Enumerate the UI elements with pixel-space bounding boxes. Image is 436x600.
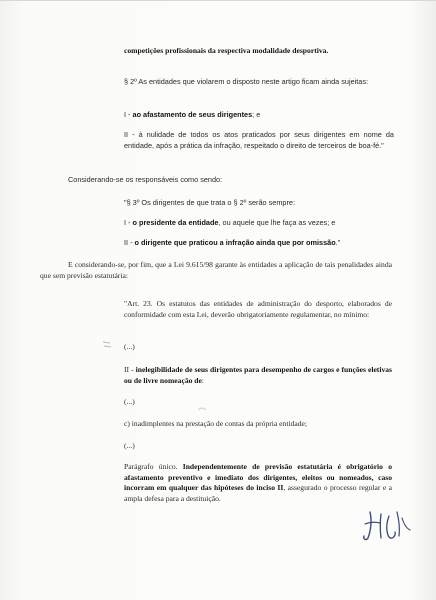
quote-section-3: "§ 3º Os dirigentes de que trata o § 2º serão sempre: <box>124 198 295 207</box>
margin-mark <box>100 338 114 352</box>
ellipsis: (...) <box>124 397 135 406</box>
ellipsis: (...) <box>124 441 135 450</box>
item-i: I - ao afastamento de seus dirigentes; e <box>124 110 261 119</box>
paragraph-continuation: competições profissionais da respectiva modalidade desportiva. <box>124 46 329 55</box>
paragraph-considerando-1: Considerando-se os responsáveis como sendo: <box>68 175 223 184</box>
paragraph-section-2: § 2º As entidades que violarem o disposto neste artigo ficam ainda sujeitas: <box>124 77 369 86</box>
signature-initials <box>362 506 414 544</box>
page-edge <box>0 0 436 1</box>
paragraph-considerando-2: E considerando-se, por fim, que a Lei 9.615/98 garante às entidades a aplicação de tais penalidades ainda que sem previsão estatutária: <box>40 260 392 280</box>
art-23-item-ii: II - inelegibilidade de seus dirigentes para desempenho de cargos e funções eletivas ou de livre nomeação de: <box>124 365 392 385</box>
quote-item-i: I - o presidente da entidade, ou aquele que lhe faça as vezes; e <box>124 218 336 227</box>
ellipsis: (...) <box>124 342 135 351</box>
art-23-item-c: c) inadimplentes na prestação de contas da própria entidade; <box>124 419 308 428</box>
quote-item-ii: II - o dirigente que praticou a infração ainda que por omissão." <box>124 238 341 247</box>
paragrafo-unico: Parágrafo único. Independentemente de previsão estatutária é obrigatório o afastamento preventivo e imediato dos dirigentes, eleitos ou nomeados, caso incorram em qualquer das hipóteses do inciso II, assegurado o processo regular e a ampla defesa para a destituição. <box>124 462 392 503</box>
item-ii: II - à nulidade de todos os atos praticados por seus dirigentes em nome da entidade, após a prática da infração, respeitado o direito de terceiros de boa-fé." <box>124 130 394 150</box>
quote-art-23: "Art. 23. Os estatutos das entidades de administração do desporto, elaborados de conformidade com esta Lei, deverão obrigatoriamente regulamentar, no mínimo: <box>124 299 392 319</box>
